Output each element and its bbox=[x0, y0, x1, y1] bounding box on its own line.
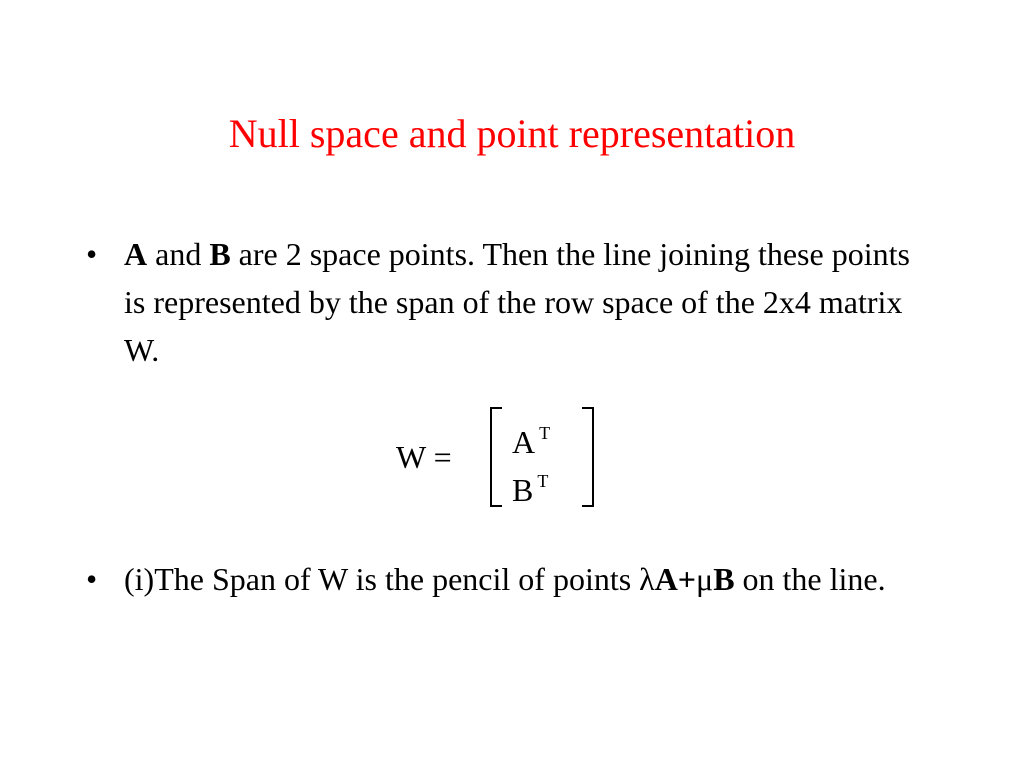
bullet2-prefix-text: (i)The Span of W is the pencil of points bbox=[124, 561, 640, 597]
bullet-text-1 bbox=[124, 230, 926, 374]
left-bracket bbox=[490, 407, 502, 507]
slide-title: Null space and point representation bbox=[228, 111, 796, 156]
bullet-dot-icon: • bbox=[86, 236, 98, 272]
bullet1-rest-text: are 2 space points. Then the line joining these points is represented by the span of the row space of the 2x4 matrix W. bbox=[124, 236, 910, 368]
lambda-symbol: λ bbox=[639, 561, 655, 597]
point-b-label: B bbox=[209, 236, 231, 272]
bullet-item-1 bbox=[86, 230, 926, 374]
bullet-item-2 bbox=[86, 555, 926, 603]
pencil-b-label: B bbox=[713, 561, 735, 597]
bullet-text-2 bbox=[124, 555, 926, 603]
equation-lhs: W = bbox=[396, 439, 452, 475]
and-text: and bbox=[147, 236, 210, 272]
matrix-equation bbox=[396, 405, 606, 509]
pencil-a-label: A bbox=[654, 561, 678, 597]
transpose-superscript-2: T bbox=[537, 471, 549, 491]
bullet2-suffix-text: on the line. bbox=[734, 561, 886, 597]
matrix-row-2-symbol: B bbox=[512, 472, 534, 508]
matrix-row-1-symbol: A bbox=[512, 424, 536, 460]
mu-symbol: μ bbox=[696, 561, 714, 597]
transpose-superscript-1: T bbox=[539, 423, 551, 443]
right-bracket bbox=[582, 407, 594, 507]
bullet-dot-icon: • bbox=[86, 561, 98, 597]
point-a-label: A bbox=[124, 236, 148, 272]
matrix-row-1 bbox=[512, 415, 550, 460]
matrix-row-2 bbox=[512, 463, 548, 508]
plus-symbol: + bbox=[677, 561, 697, 597]
